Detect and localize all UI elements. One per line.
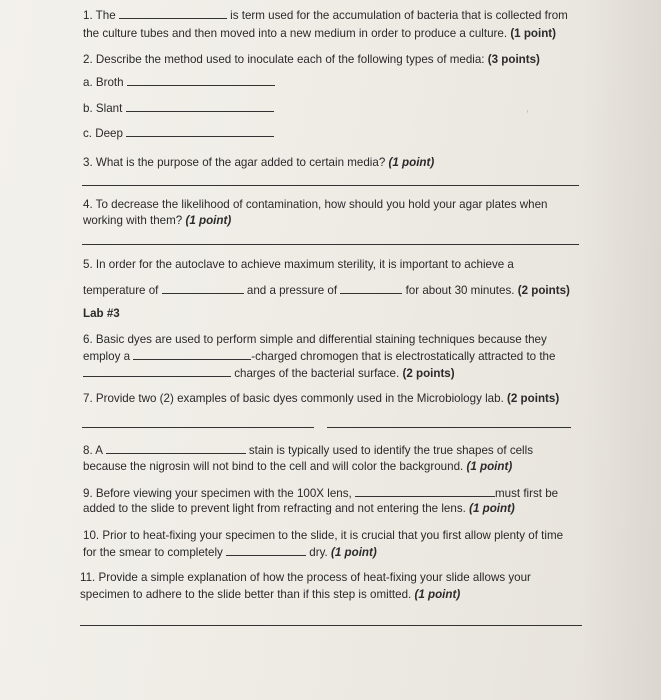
q10-prefix: for the smear to completely (83, 546, 223, 559)
q10-line1-text: 10. Prior to heat-fixing your specimen to the slide, it is crucial that you first allow plenty of time (83, 529, 564, 542)
q1-suffix: is term used for the accumulation of bacteria that is collected from (230, 9, 568, 22)
q7-answer-line-2[interactable] (327, 427, 571, 428)
q6-line2 (83, 349, 555, 363)
q4-line1-text: 4. To decrease the likelihood of contamination, how should you hold your agar plates when (83, 198, 548, 211)
q2-broth-label: a. Broth (83, 76, 124, 89)
q5-points: (2 points) (517, 284, 570, 297)
q5-suffix: for about 30 minutes. (405, 284, 515, 297)
q2-broth-blank[interactable] (127, 75, 275, 86)
lab-title: Lab #3 (83, 307, 120, 320)
q4-line2 (83, 214, 231, 227)
q2-deep (83, 126, 274, 140)
q4-line1 (83, 198, 547, 211)
q11-line2-text: specimen to adhere to the slide better than if this step is omitted. (80, 588, 412, 601)
q11-answer-line[interactable] (80, 625, 582, 626)
lab-heading (83, 307, 120, 320)
q5-middle: and a pressure of (246, 284, 338, 297)
q9-line2-text: added to the slide to prevent light from refracting and not entering the lens. (83, 502, 466, 515)
q6-line3-text: charges of the bacterial surface. (234, 367, 400, 380)
q2-slant-blank[interactable] (126, 101, 274, 112)
q2-slant-label: b. Slant (83, 102, 123, 115)
q9-line1 (83, 486, 558, 500)
q11-line2 (80, 588, 460, 601)
q11-points: (1 point) (414, 588, 461, 601)
q2-deep-label: c. Deep (83, 127, 123, 140)
q9-suffix: must first be (494, 487, 559, 500)
q1-points: (1 point) (510, 27, 557, 40)
q5-line1 (83, 258, 514, 271)
q11-line1-text: 11. Provide a simple explanation of how the process of heat-fixing your slide allows your (80, 571, 531, 584)
q9-points: (1 point) (469, 502, 515, 515)
page-shadow (581, 0, 661, 700)
q1-line1 (83, 8, 568, 22)
q8-suffix: stain is typically used to identify the true shapes of cells (248, 444, 534, 457)
q9-line2 (83, 502, 515, 515)
q3-text: 3. What is the purpose of the agar added to certain media? (83, 156, 386, 169)
q1-line2-text: the culture tubes and then moved into a new medium in order to produce a culture. (83, 27, 508, 40)
q5-line1-text: 5. In order for the autoclave to achieve maximum sterility, it is important to achieve a (83, 258, 514, 271)
q6-points: (2 points) (402, 367, 455, 380)
q8-line1 (83, 443, 533, 457)
q7-answer-line-1[interactable] (82, 427, 314, 428)
q8-points: (1 point) (466, 460, 513, 473)
q6-suffix: -charged chromogen that is electrostatically attracted to the (251, 350, 556, 363)
q6-charge-blank[interactable] (133, 349, 251, 360)
q1-line2 (83, 27, 556, 40)
q2-points: (3 points) (487, 53, 540, 66)
q4-points: (1 point) (185, 214, 232, 227)
q4-answer-line[interactable] (82, 244, 579, 245)
q3-question (83, 156, 434, 169)
q9-oil-blank[interactable] (355, 486, 495, 497)
q1-prefix: 1. The (83, 9, 116, 22)
q7-question (83, 392, 559, 405)
q6-opposite-blank[interactable] (83, 366, 231, 377)
q2-question (83, 53, 540, 66)
q6-line3 (83, 366, 455, 380)
q8-prefix: 8. A (83, 444, 103, 457)
q2-deep-blank[interactable] (126, 126, 274, 137)
q10-suffix: dry. (309, 546, 328, 559)
q5-line2 (83, 283, 570, 297)
q5-temperature-blank[interactable] (162, 283, 244, 294)
q6-line1 (83, 333, 547, 346)
q2-slant (83, 101, 274, 115)
q11-line1 (80, 571, 531, 584)
q6-prefix: employ a (83, 350, 131, 363)
q3-answer-line[interactable] (82, 185, 579, 186)
q2-broth (83, 75, 275, 89)
q9-prefix: 9. Before viewing your specimen with the 100X lens, (83, 487, 352, 500)
q8-line2 (83, 460, 512, 473)
q5-prefix: temperature of (83, 284, 159, 297)
pencil-mark: ʼ (525, 109, 532, 122)
q8-stain-blank[interactable] (106, 443, 246, 454)
q1-answer-blank[interactable] (119, 8, 227, 19)
q10-line2 (83, 545, 377, 559)
q4-line2-text: working with them? (83, 214, 183, 227)
q7-points: (2 points) (507, 392, 560, 405)
q8-line2-text: because the nigrosin will not bind to the cell and will color the background. (83, 460, 464, 473)
q2-text: 2. Describe the method used to inoculate each of the following types of media: (83, 53, 485, 66)
q5-pressure-blank[interactable] (340, 283, 402, 294)
q10-air-blank[interactable] (226, 545, 306, 556)
q7-text: 7. Provide two (2) examples of basic dyes commonly used in the Microbiology lab. (83, 392, 504, 405)
q10-line1 (83, 529, 563, 542)
q6-line1-text: 6. Basic dyes are used to perform simple and differential staining techniques because they (83, 333, 547, 346)
q3-points: (1 point) (388, 156, 435, 169)
q10-points: (1 point) (331, 546, 377, 559)
